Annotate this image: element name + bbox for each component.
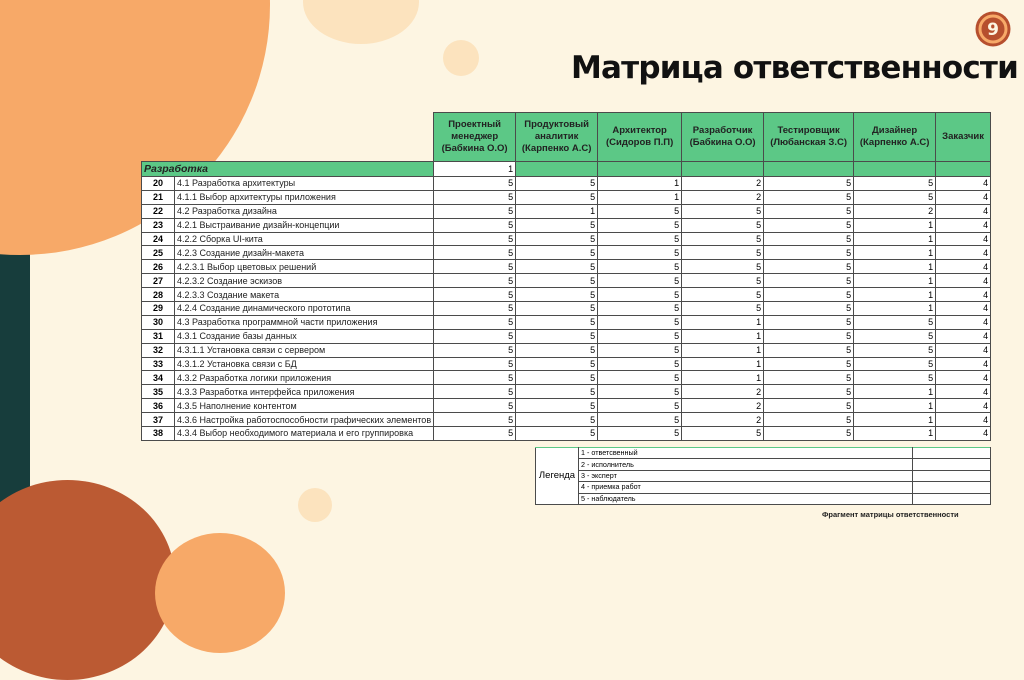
task-number: 24 bbox=[142, 232, 175, 246]
role-header: Тестировщик (Любанская З.С) bbox=[764, 113, 854, 162]
role-value: 1 bbox=[854, 274, 936, 288]
role-value: 5 bbox=[598, 232, 682, 246]
role-value: 1 bbox=[854, 260, 936, 274]
role-value: 5 bbox=[764, 190, 854, 204]
role-value: 4 bbox=[936, 343, 991, 357]
role-value: 5 bbox=[764, 260, 854, 274]
table-row bbox=[142, 343, 991, 357]
role-value: 5 bbox=[434, 385, 516, 399]
role-value: 5 bbox=[434, 288, 516, 302]
role-value: 5 bbox=[764, 232, 854, 246]
task-number: 26 bbox=[142, 260, 175, 274]
group-name: Разработка bbox=[142, 162, 434, 177]
role-value: 5 bbox=[516, 218, 598, 232]
task-number: 30 bbox=[142, 315, 175, 329]
table-row bbox=[142, 385, 991, 399]
decor-circle-peach-top bbox=[303, 0, 419, 44]
role-value: 1 bbox=[854, 218, 936, 232]
role-value: 5 bbox=[764, 357, 854, 371]
task-number: 27 bbox=[142, 274, 175, 288]
table-row bbox=[142, 288, 991, 302]
role-value: 5 bbox=[854, 329, 936, 343]
table-row bbox=[142, 427, 991, 441]
decor-circle-brown bbox=[0, 480, 175, 680]
legend-row bbox=[536, 470, 991, 481]
group-value: 1 bbox=[434, 162, 516, 177]
table-row bbox=[142, 357, 991, 371]
task-name: 4.3.1 Создание базы данных bbox=[175, 329, 434, 343]
table-row bbox=[142, 399, 991, 413]
role-value: 4 bbox=[936, 329, 991, 343]
task-number: 35 bbox=[142, 385, 175, 399]
role-value: 5 bbox=[434, 399, 516, 413]
role-value: 1 bbox=[854, 232, 936, 246]
role-value: 5 bbox=[434, 357, 516, 371]
role-value: 5 bbox=[598, 343, 682, 357]
role-value: 5 bbox=[764, 315, 854, 329]
group-empty-cell bbox=[598, 162, 682, 177]
legend-row bbox=[536, 459, 991, 470]
role-value: 1 bbox=[854, 385, 936, 399]
task-name: 4.2.3.1 Выбор цветовых решений bbox=[175, 260, 434, 274]
task-number: 31 bbox=[142, 329, 175, 343]
role-value: 5 bbox=[598, 260, 682, 274]
legend-row bbox=[536, 448, 991, 459]
table-caption: Фрагмент матрицы ответственности bbox=[822, 510, 959, 519]
role-value: 4 bbox=[936, 260, 991, 274]
role-value: 5 bbox=[516, 274, 598, 288]
table-row bbox=[142, 218, 991, 232]
role-value: 5 bbox=[854, 343, 936, 357]
role-value: 4 bbox=[936, 427, 991, 441]
role-value: 5 bbox=[516, 427, 598, 441]
legend-item: 3 - эксперт bbox=[579, 470, 913, 481]
role-value: 5 bbox=[764, 343, 854, 357]
role-value: 5 bbox=[598, 315, 682, 329]
role-value: 4 bbox=[936, 232, 991, 246]
legend-item: 4 - приемка работ bbox=[579, 482, 913, 493]
role-value: 2 bbox=[682, 399, 764, 413]
role-value: 5 bbox=[516, 399, 598, 413]
legend-item: 5 - наблюдатель bbox=[579, 493, 913, 504]
task-number: 21 bbox=[142, 190, 175, 204]
role-value: 5 bbox=[434, 274, 516, 288]
role-value: 5 bbox=[682, 260, 764, 274]
legend-empty-cell bbox=[913, 448, 991, 459]
task-name: 4.2.3 Создание дизайн-макета bbox=[175, 246, 434, 260]
task-name: 4.2.4 Создание динамического прототипа bbox=[175, 302, 434, 316]
role-value: 5 bbox=[682, 427, 764, 441]
role-value: 5 bbox=[516, 246, 598, 260]
task-number: 34 bbox=[142, 371, 175, 385]
decor-circle-peach-bottom bbox=[298, 488, 332, 522]
table-row bbox=[142, 190, 991, 204]
role-value: 4 bbox=[936, 315, 991, 329]
role-value: 4 bbox=[936, 413, 991, 427]
role-value: 5 bbox=[682, 204, 764, 218]
role-value: 2 bbox=[682, 190, 764, 204]
role-header: Заказчик bbox=[936, 113, 991, 162]
group-row bbox=[142, 162, 991, 177]
role-value: 5 bbox=[598, 204, 682, 218]
task-number: 32 bbox=[142, 343, 175, 357]
role-value: 5 bbox=[516, 177, 598, 191]
role-value: 2 bbox=[682, 177, 764, 191]
task-name: 4.3.2 Разработка логики приложения bbox=[175, 371, 434, 385]
role-value: 4 bbox=[936, 371, 991, 385]
table-row bbox=[142, 246, 991, 260]
legend-empty-cell bbox=[913, 470, 991, 481]
task-number: 38 bbox=[142, 427, 175, 441]
role-value: 5 bbox=[516, 302, 598, 316]
task-name: 4.3.3 Разработка интерфейса приложения bbox=[175, 385, 434, 399]
table-row bbox=[142, 302, 991, 316]
table-row bbox=[142, 371, 991, 385]
role-value: 5 bbox=[598, 288, 682, 302]
role-value: 5 bbox=[764, 427, 854, 441]
role-header: Дизайнер (Карпенко А.С) bbox=[854, 113, 936, 162]
group-empty-cell bbox=[682, 162, 764, 177]
role-value: 1 bbox=[682, 329, 764, 343]
role-value: 5 bbox=[764, 246, 854, 260]
table-row bbox=[142, 413, 991, 427]
role-value: 5 bbox=[434, 315, 516, 329]
role-value: 5 bbox=[598, 427, 682, 441]
role-value: 2 bbox=[682, 413, 764, 427]
decor-circle-orange-bottom bbox=[155, 533, 285, 653]
role-value: 5 bbox=[516, 190, 598, 204]
header-blank-cell bbox=[142, 113, 434, 162]
table-row bbox=[142, 329, 991, 343]
task-name: 4.2 Разработка дизайна bbox=[175, 204, 434, 218]
group-empty-cell bbox=[936, 162, 991, 177]
legend-label: Легенда bbox=[536, 448, 579, 505]
task-number: 28 bbox=[142, 288, 175, 302]
logo-icon bbox=[974, 10, 1012, 48]
task-name: 4.2.3.2 Создание эскизов bbox=[175, 274, 434, 288]
role-value: 4 bbox=[936, 190, 991, 204]
slide-title: Матрица ответственности bbox=[571, 50, 1018, 86]
table-row bbox=[142, 274, 991, 288]
role-value: 5 bbox=[682, 246, 764, 260]
role-header: Архитектор (Сидоров П.П) bbox=[598, 113, 682, 162]
role-header: Разработчик (Бабкина О.О) bbox=[682, 113, 764, 162]
role-value: 1 bbox=[854, 288, 936, 302]
role-value: 1 bbox=[854, 302, 936, 316]
role-value: 5 bbox=[598, 371, 682, 385]
task-name: 4.1 Разработка архитектуры bbox=[175, 177, 434, 191]
role-value: 4 bbox=[936, 385, 991, 399]
task-name: 4.1.1 Выбор архитектуры приложения bbox=[175, 190, 434, 204]
legend-empty-cell bbox=[913, 459, 991, 470]
role-value: 5 bbox=[434, 218, 516, 232]
role-value: 5 bbox=[764, 329, 854, 343]
role-value: 4 bbox=[936, 288, 991, 302]
role-value: 5 bbox=[854, 315, 936, 329]
table-row bbox=[142, 260, 991, 274]
task-number: 25 bbox=[142, 246, 175, 260]
role-header: Проектный менеджер (Бабкина О.О) bbox=[434, 113, 516, 162]
role-value: 5 bbox=[764, 177, 854, 191]
task-name: 4.3.4 Выбор необходимого материала и его группировка bbox=[175, 427, 434, 441]
role-value: 5 bbox=[764, 288, 854, 302]
role-header: Продуктовый аналитик (Карпенко А.С) bbox=[516, 113, 598, 162]
role-value: 5 bbox=[434, 329, 516, 343]
role-value: 1 bbox=[854, 399, 936, 413]
role-value: 5 bbox=[598, 302, 682, 316]
role-value: 1 bbox=[682, 315, 764, 329]
role-value: 1 bbox=[682, 343, 764, 357]
role-value: 5 bbox=[434, 177, 516, 191]
group-empty-cell bbox=[516, 162, 598, 177]
role-value: 5 bbox=[764, 413, 854, 427]
task-number: 37 bbox=[142, 413, 175, 427]
role-value: 5 bbox=[516, 413, 598, 427]
role-value: 5 bbox=[598, 246, 682, 260]
role-value: 5 bbox=[598, 329, 682, 343]
role-value: 5 bbox=[854, 357, 936, 371]
role-value: 5 bbox=[854, 371, 936, 385]
role-value: 1 bbox=[854, 413, 936, 427]
task-number: 20 bbox=[142, 177, 175, 191]
role-value: 4 bbox=[936, 357, 991, 371]
role-value: 5 bbox=[516, 371, 598, 385]
role-value: 5 bbox=[854, 177, 936, 191]
task-number: 33 bbox=[142, 357, 175, 371]
table-row bbox=[142, 177, 991, 191]
role-value: 5 bbox=[854, 190, 936, 204]
legend-item: 2 - исполнитель bbox=[579, 459, 913, 470]
role-value: 2 bbox=[854, 204, 936, 218]
role-value: 1 bbox=[682, 371, 764, 385]
role-value: 5 bbox=[516, 232, 598, 246]
task-name: 4.3 Разработка программной части приложения bbox=[175, 315, 434, 329]
role-value: 5 bbox=[598, 413, 682, 427]
legend-table bbox=[535, 447, 991, 505]
matrix-header-row bbox=[142, 113, 991, 162]
role-value: 5 bbox=[764, 371, 854, 385]
role-value: 5 bbox=[516, 385, 598, 399]
role-value: 5 bbox=[434, 343, 516, 357]
role-value: 5 bbox=[516, 288, 598, 302]
role-value: 5 bbox=[434, 190, 516, 204]
role-value: 5 bbox=[682, 232, 764, 246]
table-row bbox=[142, 315, 991, 329]
role-value: 5 bbox=[434, 371, 516, 385]
role-value: 5 bbox=[434, 232, 516, 246]
role-value: 1 bbox=[682, 357, 764, 371]
role-value: 5 bbox=[516, 260, 598, 274]
role-value: 5 bbox=[764, 204, 854, 218]
task-number: 22 bbox=[142, 204, 175, 218]
role-value: 5 bbox=[764, 385, 854, 399]
role-value: 5 bbox=[516, 329, 598, 343]
legend-empty-cell bbox=[913, 482, 991, 493]
role-value: 5 bbox=[516, 343, 598, 357]
group-empty-cell bbox=[764, 162, 854, 177]
legend-row bbox=[536, 493, 991, 504]
role-value: 5 bbox=[598, 385, 682, 399]
role-value: 5 bbox=[682, 274, 764, 288]
role-value: 5 bbox=[682, 288, 764, 302]
role-value: 5 bbox=[434, 246, 516, 260]
role-value: 5 bbox=[516, 315, 598, 329]
task-name: 4.3.5 Наполнение контентом bbox=[175, 399, 434, 413]
role-value: 5 bbox=[434, 204, 516, 218]
role-value: 5 bbox=[764, 274, 854, 288]
role-value: 5 bbox=[434, 302, 516, 316]
responsibility-matrix bbox=[141, 112, 991, 441]
task-name: 4.2.3.3 Создание макета bbox=[175, 288, 434, 302]
role-value: 1 bbox=[598, 177, 682, 191]
task-number: 36 bbox=[142, 399, 175, 413]
task-name: 4.2.1 Выстраивание дизайн-концепции bbox=[175, 218, 434, 232]
role-value: 5 bbox=[682, 302, 764, 316]
table-row bbox=[142, 232, 991, 246]
task-name: 4.3.1.2 Установка связи с БД bbox=[175, 357, 434, 371]
role-value: 5 bbox=[598, 357, 682, 371]
role-value: 5 bbox=[598, 274, 682, 288]
role-value: 4 bbox=[936, 177, 991, 191]
legend-row bbox=[536, 482, 991, 493]
role-value: 1 bbox=[516, 204, 598, 218]
role-value: 5 bbox=[682, 218, 764, 232]
legend-empty-cell bbox=[913, 493, 991, 504]
role-value: 5 bbox=[764, 218, 854, 232]
role-value: 5 bbox=[764, 302, 854, 316]
task-name: 4.2.2 Сборка UI-кита bbox=[175, 232, 434, 246]
task-number: 29 bbox=[142, 302, 175, 316]
decor-circle-peach-small bbox=[443, 40, 479, 76]
task-name: 4.3.1.1 Установка связи с сервером bbox=[175, 343, 434, 357]
role-value: 5 bbox=[434, 260, 516, 274]
role-value: 5 bbox=[434, 427, 516, 441]
role-value: 2 bbox=[682, 385, 764, 399]
role-value: 4 bbox=[936, 274, 991, 288]
role-value: 4 bbox=[936, 302, 991, 316]
task-name: 4.3.6 Настройка работоспособности графических элементов bbox=[175, 413, 434, 427]
role-value: 5 bbox=[598, 399, 682, 413]
role-value: 4 bbox=[936, 399, 991, 413]
role-value: 4 bbox=[936, 218, 991, 232]
group-empty-cell bbox=[854, 162, 936, 177]
role-value: 4 bbox=[936, 204, 991, 218]
role-value: 1 bbox=[854, 427, 936, 441]
role-value: 4 bbox=[936, 246, 991, 260]
role-value: 5 bbox=[516, 357, 598, 371]
role-value: 5 bbox=[598, 218, 682, 232]
role-value: 5 bbox=[764, 399, 854, 413]
role-value: 1 bbox=[854, 246, 936, 260]
role-value: 1 bbox=[598, 190, 682, 204]
table-row bbox=[142, 204, 991, 218]
svg-text:9: 9 bbox=[987, 20, 999, 40]
task-number: 23 bbox=[142, 218, 175, 232]
legend-item: 1 - ответсвенный bbox=[579, 448, 913, 459]
role-value: 5 bbox=[434, 413, 516, 427]
